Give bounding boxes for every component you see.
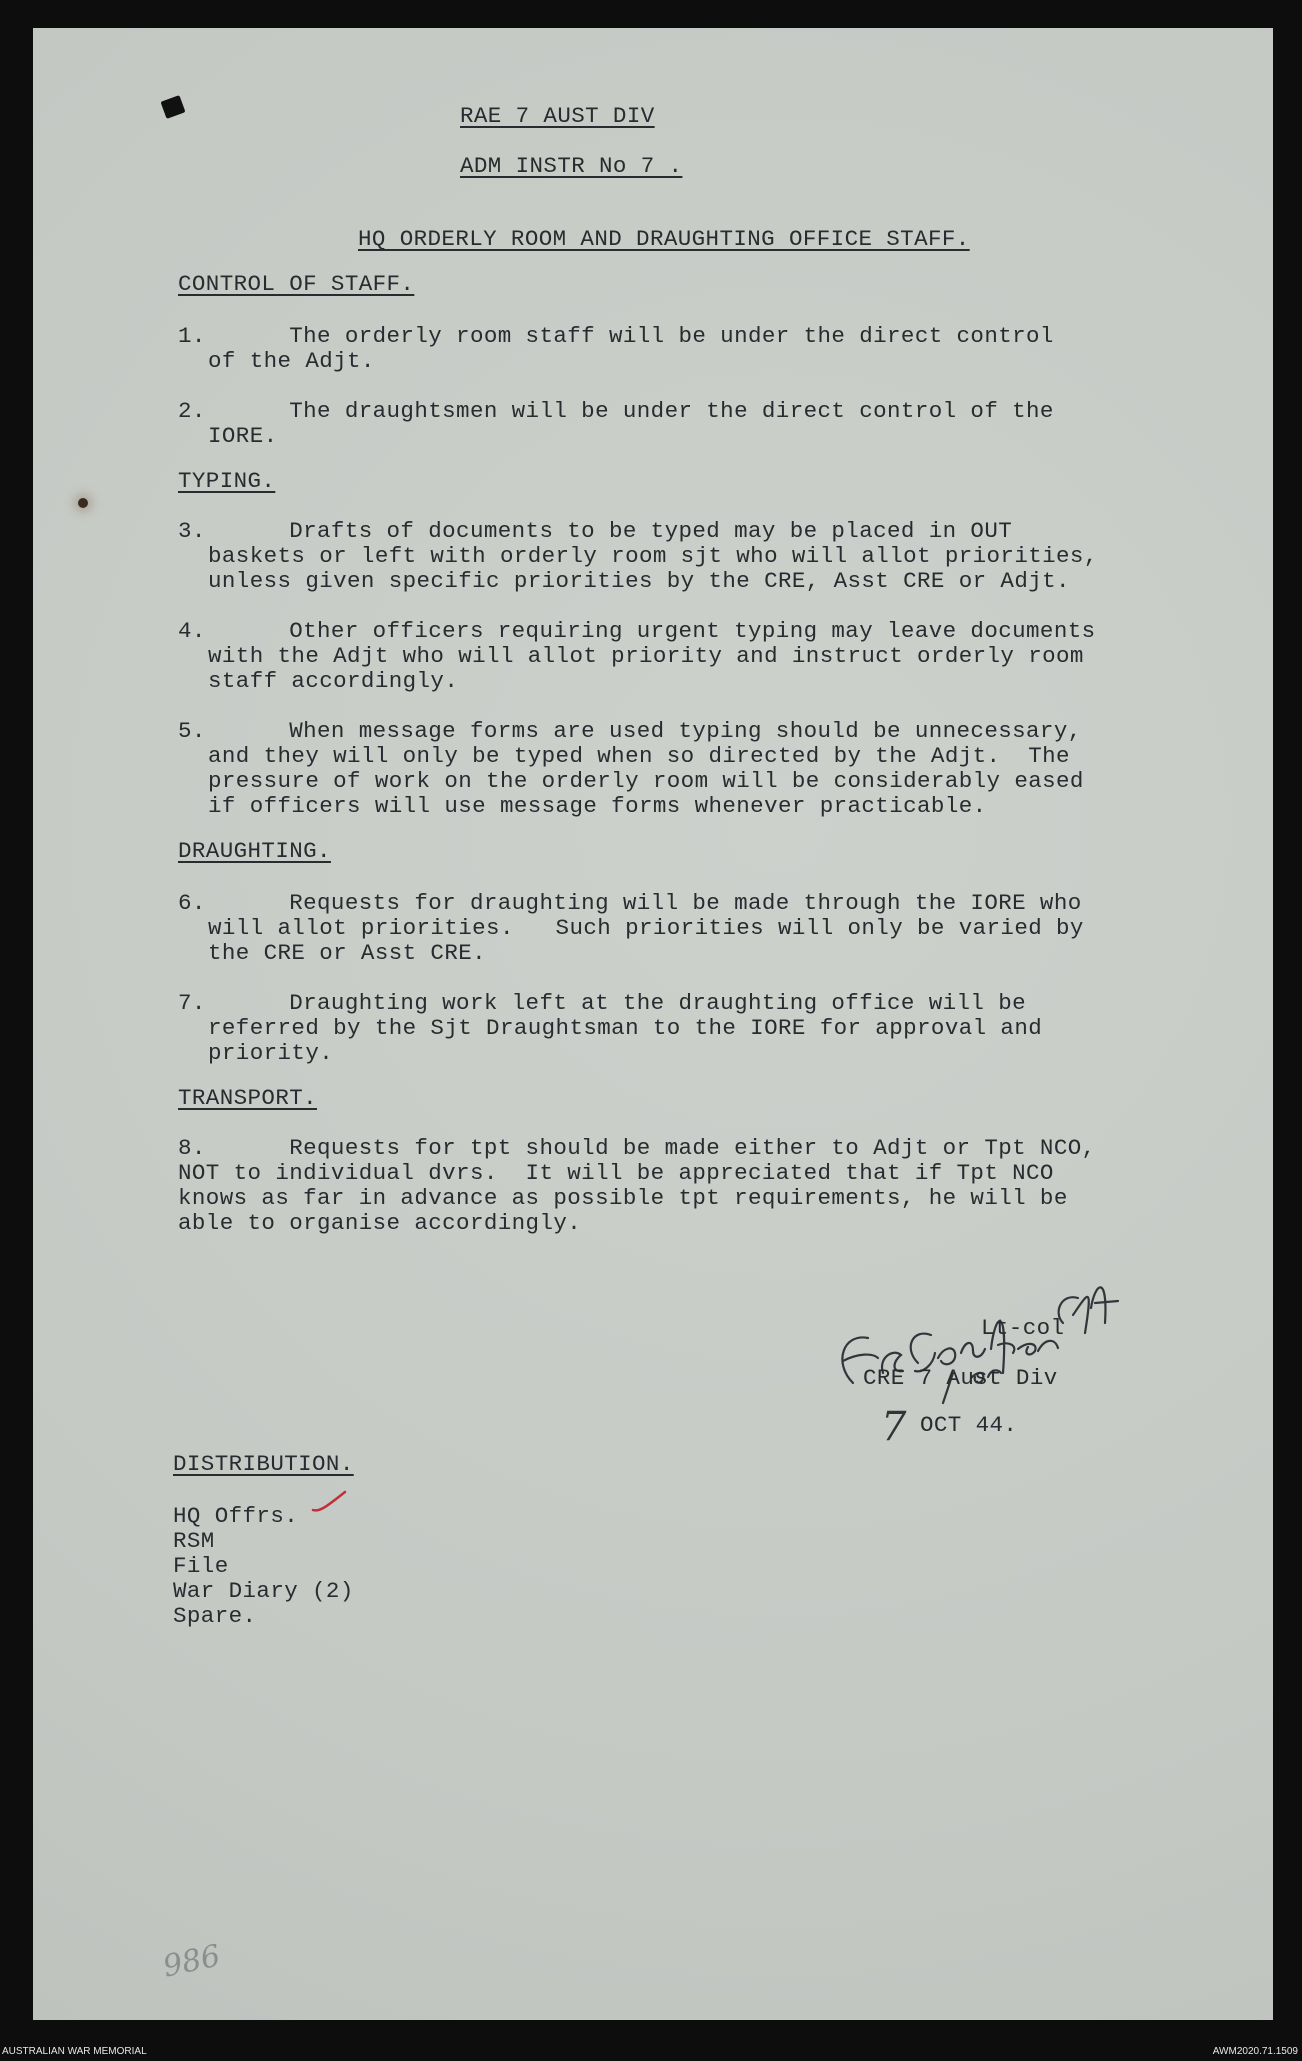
document-page xyxy=(33,28,1273,2020)
paragraph-8-line-3: knows as far in advance as possible tpt requirements, he will be xyxy=(178,1185,1068,1211)
paragraph-5-line-1: 5. When message forms are used typing should be unnecessary, xyxy=(178,718,1082,744)
rust-stain xyxy=(78,498,88,508)
handwritten-signature xyxy=(823,1253,1153,1433)
paragraph-8-line-2: NOT to individual dvrs. It will be appreciated that if Tpt NCO xyxy=(178,1160,1054,1186)
paragraph-3-line-2: baskets or left with orderly room sjt who will allot priorities, xyxy=(208,543,1098,569)
paragraph-6-line-3: the CRE or Asst CRE. xyxy=(208,940,487,966)
paragraph-7-line-1: 7. Draughting work left at the draughting office will be xyxy=(178,990,1027,1016)
distribution-item: Spare. xyxy=(173,1603,257,1629)
instruction-number: ADM INSTR No 7 . xyxy=(460,153,683,179)
paragraph-2-line-1: 2. The draughtsmen will be under the direct control of the xyxy=(178,398,1054,424)
section-heading-draughting: DRAUGHTING. xyxy=(178,838,331,864)
paragraph-1-line-1: 1. The orderly room staff will be under the direct control xyxy=(178,323,1054,349)
footer-institution: AUSTRALIAN WAR MEMORIAL xyxy=(2,2046,147,2057)
footer-reference: AWM2020.71.1509 xyxy=(1212,2046,1298,2057)
paragraph-4-line-3: staff accordingly. xyxy=(208,668,459,694)
section-heading-typing: TYPING. xyxy=(178,468,276,494)
distribution-item: File xyxy=(173,1553,229,1579)
distribution-item: RSM xyxy=(173,1528,215,1554)
document-title: HQ ORDERLY ROOM AND DRAUGHTING OFFICE STAFF. xyxy=(358,226,970,252)
section-heading-control: CONTROL OF STAFF. xyxy=(178,271,415,297)
paragraph-3-line-3: unless given specific priorities by the CRE, Asst CRE or Adjt. xyxy=(208,568,1070,594)
unit-heading: RAE 7 AUST DIV xyxy=(460,103,655,129)
paragraph-7-line-2: referred by the Sjt Draughtsman to the IORE for approval and xyxy=(208,1015,1043,1041)
paragraph-7-line-3: priority. xyxy=(208,1040,334,1066)
paragraph-4-line-2: with the Adjt who will allot priority and instruct orderly room xyxy=(208,643,1084,669)
check-mark-icon xyxy=(311,1490,347,1516)
paragraph-6-line-2: will allot priorities. Such priorities will only be varied by xyxy=(208,915,1084,941)
paragraph-1-line-2: of the Adjt. xyxy=(208,348,375,374)
signatory-rank: Lt-col xyxy=(981,1315,1065,1341)
page-number-handwritten: 986 xyxy=(159,1938,224,1985)
paragraph-6-line-1: 6. Requests for draughting will be made through the IORE who xyxy=(178,890,1082,916)
paragraph-2-line-2: IORE. xyxy=(208,423,278,449)
distribution-item: HQ Offrs. xyxy=(173,1503,299,1529)
paragraph-3-line-1: 3. Drafts of documents to be typed may be placed in OUT xyxy=(178,518,1013,544)
paragraph-8-line-4: able to organise accordingly. xyxy=(178,1210,582,1236)
corner-tear xyxy=(161,95,186,119)
paragraph-4-line-1: 4. Other officers requiring urgent typing may leave documents xyxy=(178,618,1096,644)
paragraph-5-line-4: if officers will use message forms whenever practicable. xyxy=(208,793,987,819)
signatory-position: CRE 7 Aust Div xyxy=(863,1365,1058,1391)
paragraph-8-line-1: 8. Requests for tpt should be made either to Adjt or Tpt NCO, xyxy=(178,1135,1096,1161)
date-month-year: OCT 44. xyxy=(920,1412,1018,1438)
paragraph-5-line-2: and they will only be typed when so directed by the Adjt. The xyxy=(208,743,1070,769)
paragraph-5-line-3: pressure of work on the orderly room will be considerably eased xyxy=(208,768,1084,794)
distribution-item: War Diary (2) xyxy=(173,1578,354,1604)
date-day-handwritten: 7 xyxy=(881,1404,907,1450)
section-heading-transport: TRANSPORT. xyxy=(178,1085,318,1111)
distribution-heading: DISTRIBUTION. xyxy=(173,1451,354,1477)
